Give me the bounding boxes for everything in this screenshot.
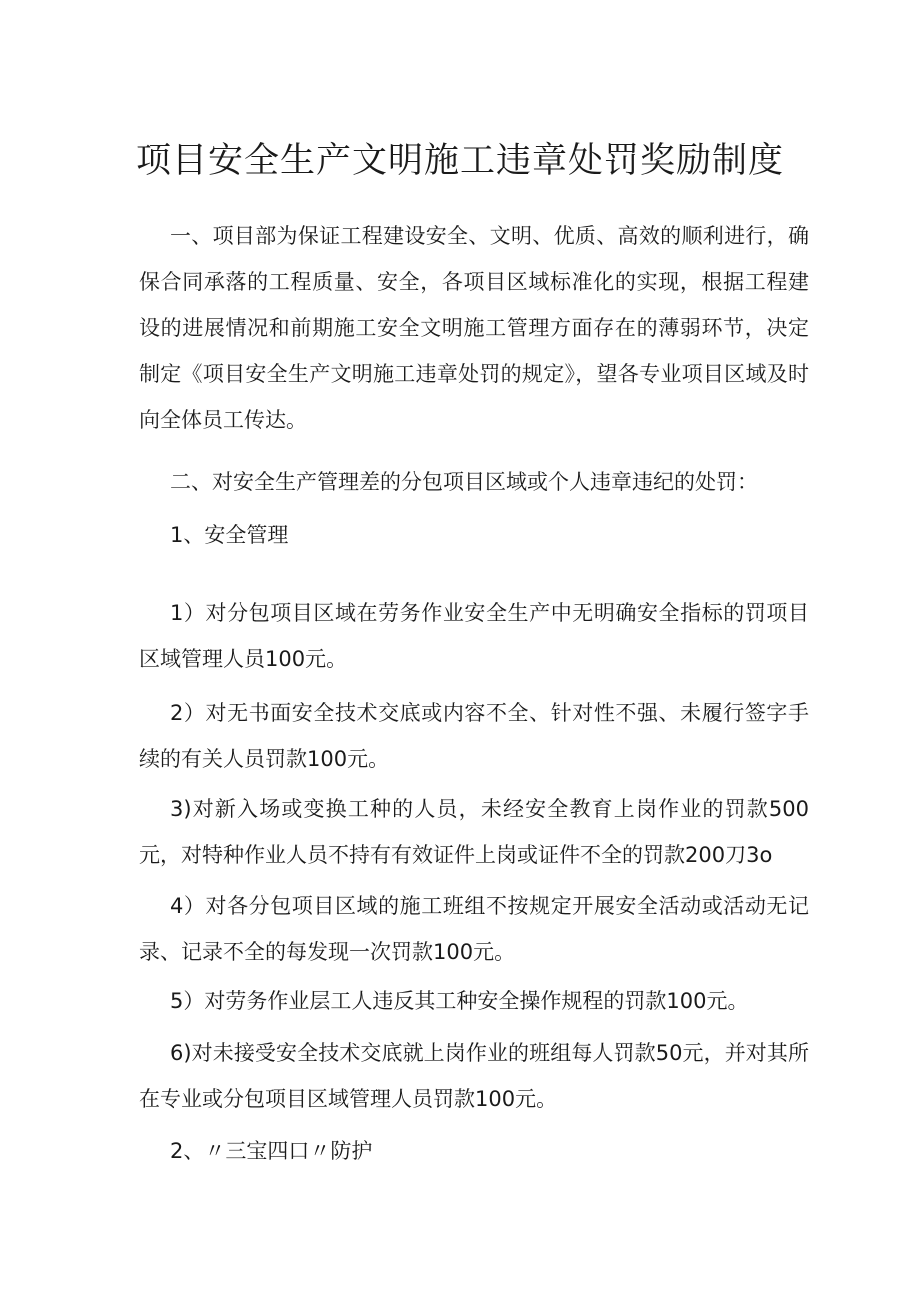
paragraph-section-two-heading: 二、对安全生产管理差的分包项目区域或个人违章违纪的处罚： [170, 470, 758, 494]
paragraph-item-2: 2）对无书面安全技术交底或内容不全、针对性不强、未履行签字手续的有关人员罚款100元。 [139, 701, 809, 771]
paragraph-item-6: 6)对未接受安全技术交底就上岗作业的班组每人罚款50元，并对其所在专业或分包项目区域管理人员罚款100元。 [139, 1041, 809, 1111]
paragraph-item-1: 1）对分包项目区域在劳务作业安全生产中无明确安全指标的罚项目区域管理人员100元。 [139, 601, 809, 671]
paragraph-item-3: 3)对新入场或变换工种的人员，未经安全教育上岗作业的罚款500元，对特种作业人员不持有有效证件上岗或证件不全的罚款200刀3o [139, 797, 809, 867]
paragraph-item-4: 4）对各分包项目区域的施工班组不按规定开展安全活动或活动无记录、记录不全的每发现一次罚款100元。 [139, 894, 809, 964]
paragraph-safety-management-heading: 1、安全管理 [170, 523, 289, 547]
paragraph-intro: 一、项目部为保证工程建设安全、文明、优质、高效的顺利进行，确保合同承落的工程质量、安全，各项目区域标准化的实现，根据工程建设的进展情况和前期施工安全文明施工管理方面存在的薄弱环节，决定制定《项目安全生产文明施工违章处罚的规定》，望各专业项目区域及时向全体员工传达。 [139, 224, 809, 432]
document-title: 项目安全生产文明施工违章处罚奖励制度 [135, 141, 784, 181]
paragraph-item-5: 5）对劳务作业层工人违反其工种安全操作规程的罚款100元。 [170, 989, 749, 1013]
paragraph-protection-heading: 2、〃三宝四口〃防护 [170, 1139, 373, 1163]
